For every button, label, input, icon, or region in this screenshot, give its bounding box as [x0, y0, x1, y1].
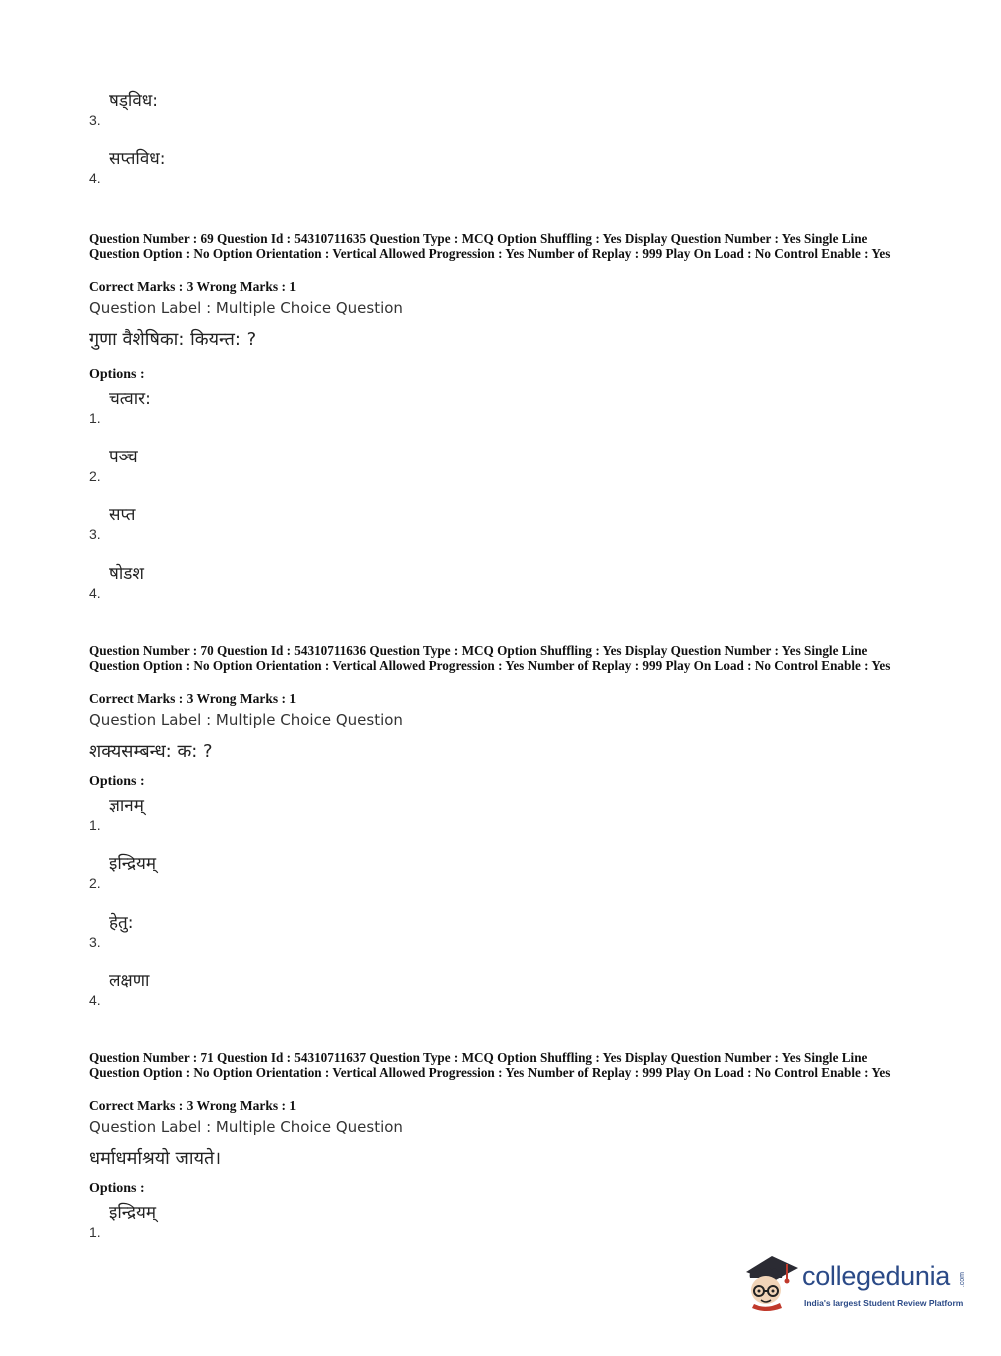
- option-number: 1.: [89, 410, 101, 426]
- question-text: धर्माधर्माश्रयो जायते।: [89, 1148, 222, 1169]
- option-number: 4.: [89, 585, 101, 601]
- option-number: 2.: [89, 875, 101, 891]
- question-marks: Correct Marks : 3 Wrong Marks : 1: [89, 691, 297, 706]
- question-meta: Question Number : 70 Question Id : 54310711636 Question Type : MCQ Option Shuffling : Yes Display Question Number : Yes Single Line Question Option : No Option Orientation : Vertical Allowed Progression : Yes Number of Replay : 999 Play On Load : No Control Enable : Yes: [89, 643, 891, 673]
- option-text: सप्तविध:: [109, 149, 166, 169]
- brand-tagline: India's largest Student Review Platform: [804, 1298, 964, 1308]
- options-heading: Options :: [89, 1181, 145, 1196]
- option-number: 3.: [89, 934, 101, 950]
- brand-name: collegedunia: [802, 1261, 951, 1291]
- question-marks: Correct Marks : 3 Wrong Marks : 1: [89, 279, 297, 294]
- option-text: लक्षणा: [109, 971, 150, 991]
- question-label: Question Label : Multiple Choice Question: [89, 711, 403, 729]
- brand-domain: .com: [959, 1272, 966, 1288]
- question-label: Question Label : Multiple Choice Question: [89, 299, 403, 317]
- collegedunia-logo[interactable]: [742, 1250, 972, 1314]
- option-text: सप्त: [109, 505, 136, 525]
- option-text: चत्वार:: [109, 389, 151, 409]
- option-number: 3.: [89, 112, 101, 128]
- question-meta: Question Number : 71 Question Id : 54310711637 Question Type : MCQ Option Shuffling : Yes Display Question Number : Yes Single Line Question Option : No Option Orientation : Vertical Allowed Progression : Yes Number of Replay : 999 Play On Load : No Control Enable : Yes: [89, 1050, 891, 1080]
- question-text: गुणा वैशेषिका: कियन्त: ?: [89, 329, 257, 350]
- question-label: Question Label : Multiple Choice Question: [89, 1118, 403, 1136]
- option-number: 2.: [89, 468, 101, 484]
- option-text: पञ्च: [109, 447, 138, 467]
- option-text: ज्ञानम्: [109, 796, 144, 816]
- option-number: 1.: [89, 817, 101, 833]
- option-number: 4.: [89, 170, 101, 186]
- option-number: 1.: [89, 1224, 101, 1240]
- mascot-icon: [742, 1250, 800, 1312]
- options-heading: Options :: [89, 367, 145, 382]
- option-text: हेतु:: [109, 913, 134, 933]
- question-text: शक्यसम्बन्ध: क: ?: [89, 741, 213, 762]
- option-text: षड्‌विध:: [109, 91, 158, 111]
- option-text: इन्द्रियम्: [109, 1203, 157, 1223]
- option-text: इन्द्रियम्: [109, 854, 157, 874]
- option-number: 3.: [89, 526, 101, 542]
- options-heading: Options :: [89, 774, 145, 789]
- option-text: षोडश: [109, 564, 144, 584]
- question-marks: Correct Marks : 3 Wrong Marks : 1: [89, 1098, 297, 1113]
- question-meta: Question Number : 69 Question Id : 54310711635 Question Type : MCQ Option Shuffling : Yes Display Question Number : Yes Single Line Question Option : No Option Orientation : Vertical Allowed Progression : Yes Number of Replay : 999 Play On Load : No Control Enable : Yes: [89, 231, 891, 261]
- option-number: 4.: [89, 992, 101, 1008]
